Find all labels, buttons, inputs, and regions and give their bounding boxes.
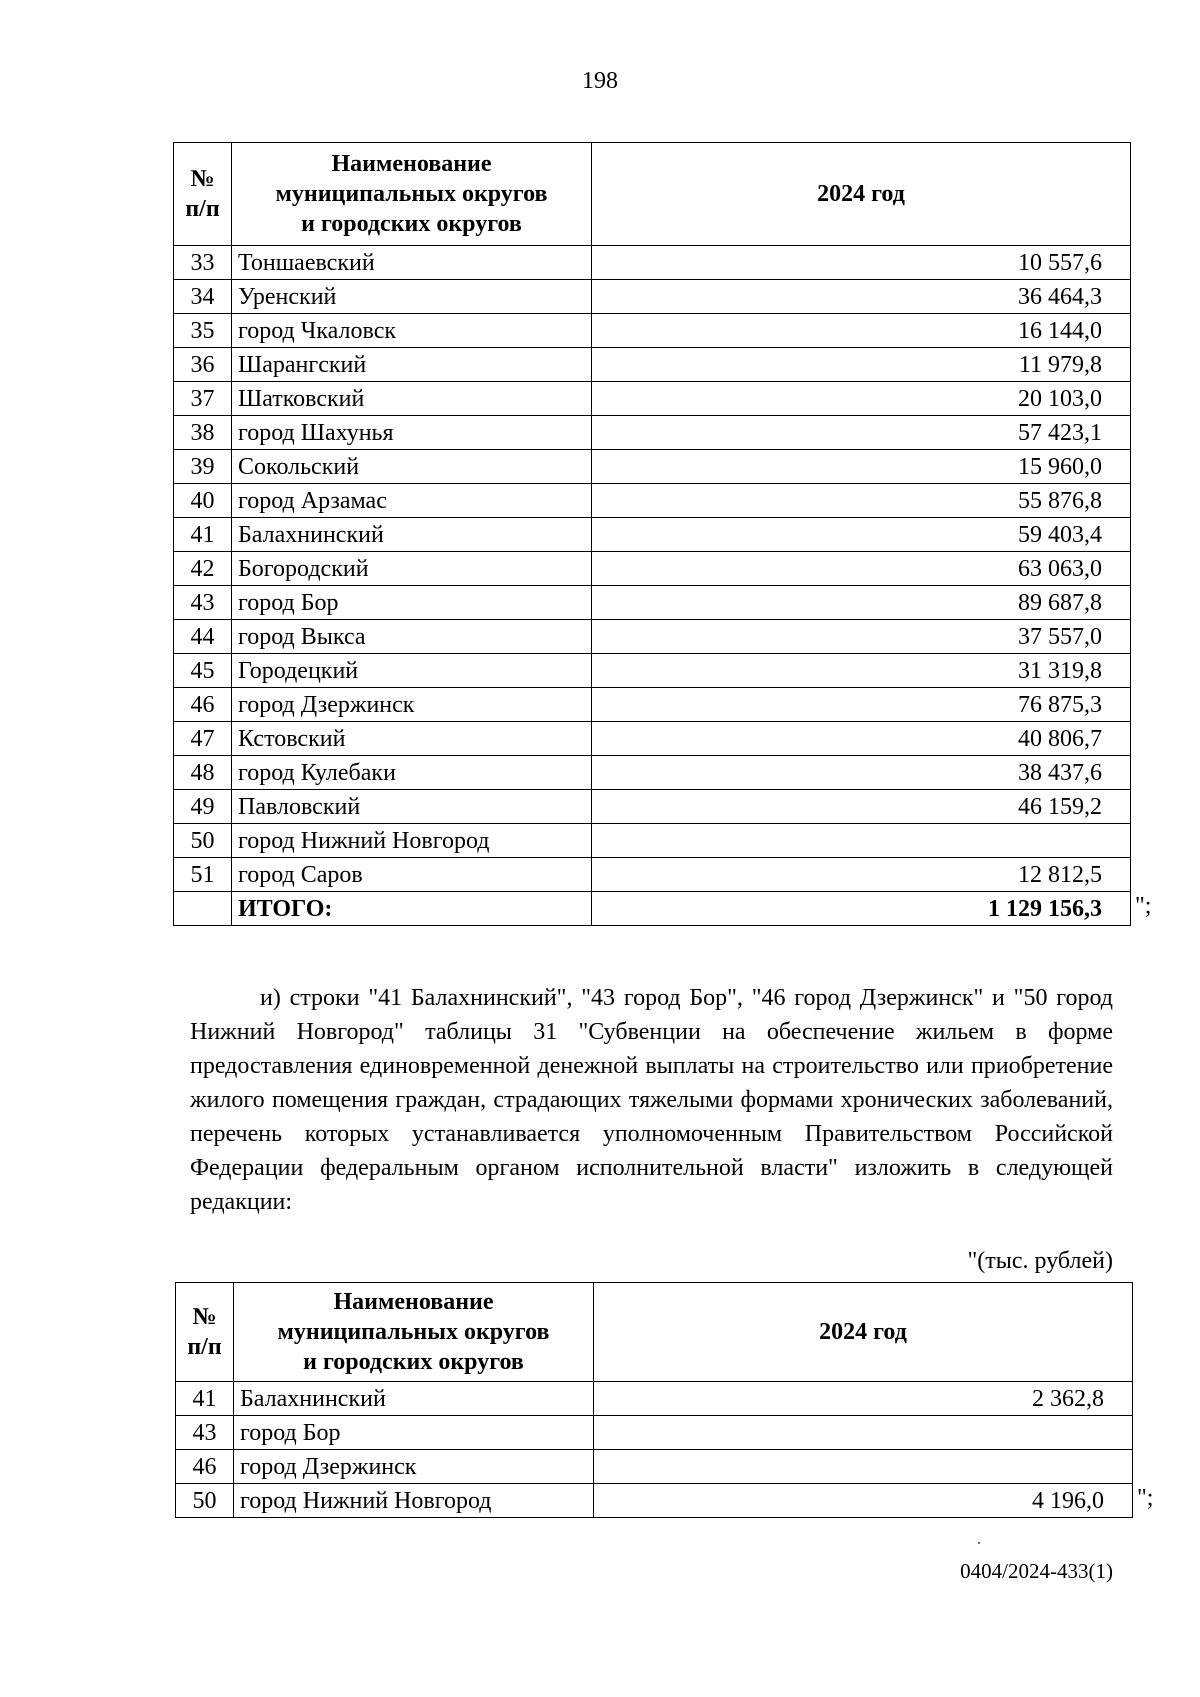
total-label: ИТОГО:: [232, 892, 592, 926]
table-row: [174, 518, 1131, 552]
table-row: [174, 722, 1131, 756]
row-name: Шатковский: [232, 382, 592, 416]
header-name: Наименование муниципальных округов и городских округов: [232, 143, 592, 246]
table-row: [174, 382, 1131, 416]
row-name: город Бор: [234, 1416, 594, 1450]
row-number: 48: [174, 756, 232, 790]
row-value: [592, 824, 1131, 858]
closing-quote-1: ";: [1135, 893, 1152, 919]
row-number: 45: [174, 654, 232, 688]
row-value: 76 875,3: [592, 688, 1131, 722]
subvention-table-2: [175, 1282, 1133, 1518]
row-number: 44: [174, 620, 232, 654]
row-name: Павловский: [232, 790, 592, 824]
row-number: 37: [174, 382, 232, 416]
row-number: 51: [174, 858, 232, 892]
closing-quote-2: ";: [1137, 1485, 1154, 1511]
row-number: 46: [176, 1450, 234, 1484]
header-year: 2024 год: [594, 1283, 1133, 1382]
row-name: город Нижний Новгород: [234, 1484, 594, 1518]
table-header-row: [176, 1283, 1133, 1382]
row-value: 16 144,0: [592, 314, 1131, 348]
row-name: Сокольский: [232, 450, 592, 484]
table-row: [174, 348, 1131, 382]
row-value: 38 437,6: [592, 756, 1131, 790]
row-number: 43: [176, 1416, 234, 1450]
document-code: 0404/2024-433(1): [960, 1559, 1113, 1583]
row-value: 31 319,8: [592, 654, 1131, 688]
row-name: Городецкий: [232, 654, 592, 688]
row-number: 47: [174, 722, 232, 756]
table-row: [174, 314, 1131, 348]
row-name: город Выкса: [232, 620, 592, 654]
row-value: 46 159,2: [592, 790, 1131, 824]
header-name: Наименование муниципальных округов и городских округов: [234, 1283, 594, 1382]
table-row: [174, 280, 1131, 314]
row-value: [594, 1450, 1133, 1484]
row-name: Шарангский: [232, 348, 592, 382]
row-name: город Дзержинск: [234, 1450, 594, 1484]
total-row: [174, 892, 1131, 926]
row-number: 46: [174, 688, 232, 722]
row-number: 40: [174, 484, 232, 518]
table-row: [176, 1484, 1133, 1518]
row-value: 12 812,5: [592, 858, 1131, 892]
unit-note: "(тыс. рублей): [967, 1248, 1113, 1274]
table-row: [174, 790, 1131, 824]
row-value: 40 806,7: [592, 722, 1131, 756]
subvention-table-1: [173, 142, 1131, 926]
row-value: 15 960,0: [592, 450, 1131, 484]
table-row: [174, 416, 1131, 450]
total-value: 1 129 156,3: [592, 892, 1131, 926]
table-row: [174, 552, 1131, 586]
table-row: [174, 586, 1131, 620]
paragraph-text: и) строки "41 Балахнинский", "43 город Бор", "46 город Дзержинск" и "50 город Нижний Новгород" таблицы 31 "Субвенции на обеспечение жильем в форме предоставления единовременной денежной выплаты на строительство или приобретение жилого помещения граждан, страдающих тяжелыми формами хронических заболеваний, перечень которых устанавливается уполномоченным Правительством Российской Федерации федеральным органом исполнительной власти" изложить в следующей редакции:: [190, 985, 1113, 1215]
row-value: 37 557,0: [592, 620, 1131, 654]
row-name: город Бор: [232, 586, 592, 620]
row-number: 35: [174, 314, 232, 348]
row-name: город Саров: [232, 858, 592, 892]
row-number: 49: [174, 790, 232, 824]
row-value: 20 103,0: [592, 382, 1131, 416]
row-value: 89 687,8: [592, 586, 1131, 620]
row-value: 59 403,4: [592, 518, 1131, 552]
row-name: Уренский: [232, 280, 592, 314]
table-row: [174, 688, 1131, 722]
table-row: [176, 1450, 1133, 1484]
row-number: 36: [174, 348, 232, 382]
table-row: [174, 858, 1131, 892]
row-number: 34: [174, 280, 232, 314]
table-row: [174, 620, 1131, 654]
row-number: 42: [174, 552, 232, 586]
row-value: 2 362,8: [594, 1382, 1133, 1416]
row-number: 39: [174, 450, 232, 484]
header-year: 2024 год: [592, 143, 1131, 246]
row-number: 43: [174, 586, 232, 620]
row-name: город Кулебаки: [232, 756, 592, 790]
total-num-empty: [174, 892, 232, 926]
table-row: [176, 1382, 1133, 1416]
row-value: 10 557,6: [592, 246, 1131, 280]
row-name: Балахнинский: [234, 1382, 594, 1416]
row-number: 41: [176, 1382, 234, 1416]
row-number: 41: [174, 518, 232, 552]
row-value: 57 423,1: [592, 416, 1131, 450]
table-row: [174, 756, 1131, 790]
row-name: город Шахунья: [232, 416, 592, 450]
table-row: [176, 1416, 1133, 1450]
row-value: [594, 1416, 1133, 1450]
row-name: город Арзамас: [232, 484, 592, 518]
table-row: [174, 824, 1131, 858]
table-row: [174, 246, 1131, 280]
row-number: 50: [174, 824, 232, 858]
row-name: Тоншаевский: [232, 246, 592, 280]
row-name: Балахнинский: [232, 518, 592, 552]
row-value: 55 876,8: [592, 484, 1131, 518]
amendment-paragraph: [190, 981, 1113, 1219]
table-row: [174, 654, 1131, 688]
header-num: № п/п: [176, 1283, 234, 1382]
row-name: Богородский: [232, 552, 592, 586]
scan-speck: [978, 1542, 980, 1544]
row-name: город Дзержинск: [232, 688, 592, 722]
table-row: [174, 450, 1131, 484]
row-name: город Нижний Новгород: [232, 824, 592, 858]
row-number: 50: [176, 1484, 234, 1518]
row-value: 36 464,3: [592, 280, 1131, 314]
row-name: Кстовский: [232, 722, 592, 756]
header-num: № п/п: [174, 143, 232, 246]
row-name: город Чкаловск: [232, 314, 592, 348]
table-header-row: [174, 143, 1131, 246]
table-row: [174, 484, 1131, 518]
row-number: 33: [174, 246, 232, 280]
row-value: 11 979,8: [592, 348, 1131, 382]
row-value: 63 063,0: [592, 552, 1131, 586]
row-value: 4 196,0: [594, 1484, 1133, 1518]
page-number: 198: [582, 68, 618, 94]
row-number: 38: [174, 416, 232, 450]
